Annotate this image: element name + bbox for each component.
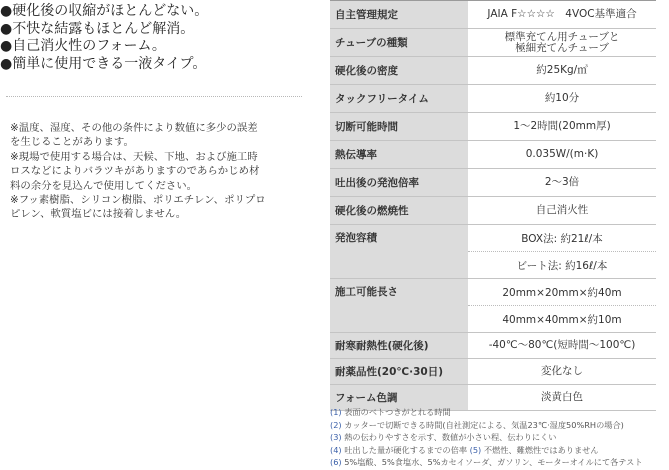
- footnote: [330, 456, 669, 469]
- spec-label: 熱伝導率: [330, 141, 468, 168]
- spec-row-temperature: [330, 333, 656, 359]
- footnote-number: (6): [330, 457, 342, 467]
- feature-item: ●自己消火性のフォーム。: [0, 38, 166, 55]
- spec-table: [330, 0, 656, 411]
- spec-value: 自己消火性: [535, 204, 589, 216]
- footnote: [330, 444, 669, 457]
- spec-label: 耐寒耐熱性(硬化後): [330, 333, 468, 358]
- spec-row-combustibility: [330, 197, 656, 225]
- spec-value: ビート法: 約16ℓ/本: [516, 259, 608, 272]
- footnotes: [330, 406, 669, 469]
- spec-value: JAIA F☆☆☆☆ 4VOC基準適合: [487, 8, 637, 20]
- spec-label: 硬化後の密度: [330, 57, 468, 84]
- spec-label: 吐出後の発泡倍率: [330, 169, 468, 196]
- footnote-text: 吐出した量が硬化するまでの倍率: [344, 444, 468, 455]
- footnote-text: 熱の伝わりやすさを示す、数値が小さい程、伝わりにくい: [344, 432, 557, 442]
- spec-value: 約10分: [544, 92, 580, 104]
- spec-label: フォーム色調: [330, 385, 468, 410]
- feature-item: ●簡単に使用できる一液タイプ。: [0, 55, 207, 72]
- spec-row-expansion: [330, 169, 656, 197]
- spec-value: 0.035W/(m·K): [525, 148, 599, 160]
- spec-value: 淡黄白色: [541, 391, 583, 403]
- spec-value-line: 標準充てん用チューブと: [504, 30, 620, 43]
- footnote-text: 不燃性、難燃性ではありません: [483, 444, 599, 455]
- note-line: ※現場で使用する場合は、天候、下地、および施工時: [10, 150, 258, 163]
- footnote-text: 表面のベトつきがとれる時間: [344, 407, 451, 417]
- spec-row-tackfree: [330, 85, 656, 113]
- spec-row-voc: [330, 1, 656, 29]
- spec-label: チューブの種類: [330, 29, 468, 56]
- spec-subvalues: [468, 279, 656, 332]
- spec-label: 耐薬品性(20℃·30日): [330, 359, 468, 384]
- footnote: [330, 419, 669, 432]
- spec-value: [468, 29, 656, 56]
- footnote-text: カッターで切断できる時間(自社測定による、気温23℃·湿度50%RHの場合): [344, 419, 624, 430]
- note-line: 料の余分を見込んで使用してください。: [10, 179, 198, 192]
- dotted-divider: [6, 96, 302, 97]
- spec-row-cut-time: [330, 113, 656, 141]
- spec-label: 切断可能時間: [330, 113, 468, 140]
- footnote-number: (5): [469, 444, 482, 455]
- note-line: ※フッ素樹脂、シリコン樹脂、ポリエチレン、ポリプロ: [10, 194, 266, 207]
- footnote-number: (2): [330, 419, 342, 430]
- spec-subvalues: [468, 225, 656, 278]
- spec-row-conductivity: [330, 141, 656, 169]
- spec-row-length: [330, 279, 656, 333]
- footnote-text: 5%塩酸、5%食塩水、5%カセイソーダ、ガソリン、モーターオイルにて各テスト: [344, 457, 643, 467]
- spec-value: 40mm×40mm×約10m: [502, 313, 622, 326]
- spec-value: 約25Kg/㎥: [536, 64, 588, 76]
- spec-label: 施工可能長さ: [330, 279, 468, 332]
- feature-item: ●不快な結露もほとんど解消。: [0, 20, 195, 37]
- note-line: ピレン、軟質塩ビには接着しません。: [10, 208, 187, 221]
- footnote-number: (4): [330, 444, 342, 455]
- spec-value-line: 極細充てんチューブ: [515, 41, 609, 54]
- note-line: を生じることがあります。: [10, 136, 134, 149]
- spec-value: -40℃〜80℃(短時間〜100℃): [488, 339, 636, 351]
- spec-value: 1〜2時間(20mm厚): [513, 120, 611, 132]
- spec-value: 変化なし: [541, 365, 583, 377]
- spec-row-tube: [330, 29, 656, 57]
- spec-value: 20mm×20mm×約40m: [468, 279, 656, 306]
- spec-value: BOX法: 約21ℓ/本: [468, 225, 656, 252]
- spec-label: タックフリータイム: [330, 85, 468, 112]
- note-line: ※温度、湿度、その他の条件により数値に多少の誤差: [10, 122, 258, 134]
- spec-label: 発泡容積: [330, 225, 468, 278]
- footnote-number: (1): [330, 407, 342, 417]
- spec-label: 硬化後の燃焼性: [330, 197, 468, 224]
- feature-list: [0, 3, 312, 73]
- spec-row-density: [330, 57, 656, 85]
- spec-label: 自主管理規定: [330, 1, 468, 28]
- feature-item: ●硬化後の収縮がほとんどない。: [0, 3, 209, 19]
- spec-row-volume: [330, 225, 656, 279]
- footnote: [330, 431, 669, 444]
- footnote-number: (3): [330, 432, 342, 442]
- footnote: [330, 406, 669, 419]
- notes-block: [10, 121, 302, 222]
- note-line: ロスなどによりバラツキがありますのであらかじめ材: [10, 165, 260, 178]
- spec-row-chemical: [330, 359, 656, 385]
- spec-value: 2〜3倍: [544, 176, 580, 188]
